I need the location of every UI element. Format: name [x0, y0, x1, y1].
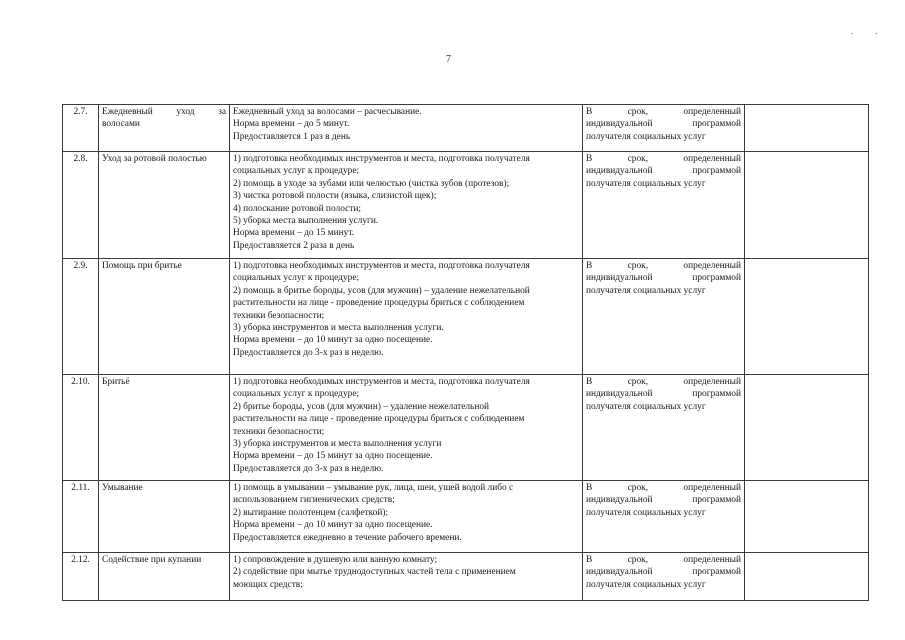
description-line: техники безопасности;: [233, 426, 325, 437]
term-line: [586, 153, 741, 165]
description-line: социальных услуг к процедуре;: [233, 273, 360, 284]
description-line: Норма времени – до 15 минут.: [233, 228, 355, 239]
empty-cell: [745, 481, 869, 553]
service-term: [583, 481, 745, 553]
description-line: техники безопасности;: [233, 310, 325, 321]
service-name-word: Ежедневный: [102, 107, 153, 117]
service-name: [99, 105, 230, 152]
term-line: [586, 118, 741, 130]
term-word: определенный: [683, 261, 741, 271]
description-line: 4) полоскание ротовой полости;: [233, 203, 361, 214]
description-line: 5) уборка места выполнения услуги.: [233, 216, 379, 227]
service-name: [99, 259, 230, 375]
description-line: социальных услуг к процедуре;: [233, 389, 360, 400]
table-row: [63, 553, 869, 601]
description-line: Предоставляется до 3-х раз в неделю.: [233, 463, 384, 474]
term-word: индивидуальной: [586, 495, 653, 506]
term-word: программой: [692, 119, 741, 130]
service-description: [230, 152, 583, 259]
description-line: 2) вытирание полотенцем (салфеткой);: [233, 507, 389, 518]
term-word: В: [586, 555, 593, 565]
table-row: [63, 481, 869, 553]
term-line: получателя социальных услуг: [586, 579, 706, 590]
term-word: определенный: [683, 154, 741, 164]
description-line: 1) подготовка необходимых инструментов и места, подготовка получателя: [233, 154, 530, 164]
description-line: 3) уборка инструментов и места выполнения услуги.: [233, 323, 444, 334]
term-word: В: [586, 483, 593, 493]
term-word: срок,: [627, 483, 649, 493]
term-line: получателя социальных услуг: [586, 178, 706, 189]
term-word: индивидуальной: [586, 119, 653, 130]
description-line: 2) содействие при мытье труднодоступных частей тела с применением: [233, 567, 516, 578]
term-line: [586, 376, 741, 388]
description-line: Предоставляется 2 раза в день: [233, 240, 355, 251]
service-name: [99, 481, 230, 553]
term-word: программой: [692, 166, 741, 177]
service-name-text: Содействие при купании: [102, 555, 202, 565]
empty-cell: [745, 553, 869, 601]
term-word: срок,: [627, 377, 649, 387]
description-line: Предоставляется 1 раз в день: [233, 131, 351, 142]
service-name: [99, 553, 230, 601]
row-number: 2.9.: [63, 259, 99, 375]
description-line: 1) помощь в умывании – умывание рук, лица, шеи, ушей водой либо с: [233, 483, 514, 493]
term-word: В: [586, 107, 593, 117]
service-name-text: Бритьё: [102, 377, 130, 387]
term-line: [586, 272, 741, 284]
row-number: 2.8.: [63, 152, 99, 259]
term-word: программой: [692, 389, 741, 400]
term-word: В: [586, 377, 593, 387]
term-line: [586, 260, 741, 272]
description-line: Ежедневный уход за волосами – расчесывание.: [233, 107, 422, 117]
term-line: [586, 494, 741, 506]
row-number: 2.7.: [63, 105, 99, 152]
term-word: программой: [692, 567, 741, 578]
service-term: [583, 553, 745, 601]
description-line: растительности на лице - проведение процедуры бриться с соблюдением: [233, 298, 525, 309]
term-line: получателя социальных услуг: [586, 285, 706, 296]
service-term: [583, 375, 745, 481]
term-line: [586, 165, 741, 177]
term-word: индивидуальной: [586, 273, 653, 284]
term-word: индивидуальной: [586, 166, 653, 177]
description-line: растительности на лице - проведение процедуры бриться с соблюдением: [233, 414, 525, 425]
term-word: срок,: [627, 555, 649, 565]
term-word: определенный: [683, 483, 741, 493]
row-number: 2.12.: [63, 553, 99, 601]
service-name-text: Умывание: [102, 483, 143, 493]
term-word: срок,: [627, 261, 649, 271]
table-row: [63, 259, 869, 375]
table-row: [63, 152, 869, 259]
description-line: Предоставляется до 3-х раз в неделю.: [233, 347, 384, 358]
service-description: [230, 259, 583, 375]
service-name-word: уход: [176, 107, 195, 117]
service-description: [230, 375, 583, 481]
service-name-text: Помощь при бритье: [102, 261, 182, 271]
description-line: 1) сопровождение в душевую или ванную комнату;: [233, 555, 438, 565]
service-name: [99, 375, 230, 481]
service-name: [99, 152, 230, 259]
service-description: [230, 553, 583, 601]
description-line: Норма времени – до 5 минут.: [233, 119, 350, 130]
term-line: [586, 106, 741, 118]
term-word: срок,: [627, 107, 649, 117]
service-name-line: волосами: [102, 119, 140, 130]
term-line: получателя социальных услуг: [586, 507, 706, 518]
table-row: [63, 105, 869, 152]
row-number: 2.11.: [63, 481, 99, 553]
description-line: Предоставляется ежедневно в течение рабочего времени.: [233, 532, 462, 543]
term-word: программой: [692, 273, 741, 284]
service-name-word: за: [218, 107, 226, 117]
term-word: срок,: [627, 154, 649, 164]
service-description: [230, 105, 583, 152]
term-line: получателя социальных услуг: [586, 401, 706, 412]
empty-cell: [745, 152, 869, 259]
description-line: 1) подготовка необходимых инструментов и места, подготовка получателя: [233, 377, 530, 387]
corner-mark: . .: [851, 26, 888, 36]
term-word: индивидуальной: [586, 389, 653, 400]
description-line: Норма времени – до 10 минут за одно посещение.: [233, 520, 433, 531]
description-line: Норма времени – до 15 минут за одно посещение.: [233, 451, 433, 462]
service-name-text: Уход за ротовой полостью: [102, 154, 207, 164]
term-word: индивидуальной: [586, 567, 653, 578]
description-line: 1) подготовка необходимых инструментов и места, подготовка получателя: [233, 261, 530, 271]
term-line: [586, 566, 741, 578]
service-term: [583, 152, 745, 259]
empty-cell: [745, 259, 869, 375]
service-term: [583, 259, 745, 375]
term-word: В: [586, 154, 593, 164]
service-name-line: [102, 106, 226, 118]
description-line: 2) помощь в уходе за зубами или челюстью (чистка зубов (протезов);: [233, 178, 510, 189]
term-word: программой: [692, 495, 741, 506]
description-line: использованием гигиенических средств;: [233, 495, 395, 506]
service-description: [230, 481, 583, 553]
page-number: 7: [446, 54, 451, 65]
description-line: социальных услуг к процедуре;: [233, 166, 360, 177]
term-line: [586, 388, 741, 400]
description-line: 2) бритье бороды, усов (для мужчин) – удаление нежелательной: [233, 401, 490, 412]
term-word: В: [586, 261, 593, 271]
row-number: 2.10.: [63, 375, 99, 481]
service-term: [583, 105, 745, 152]
table-row: [63, 375, 869, 481]
term-word: определенный: [683, 377, 741, 387]
description-line: 3) чистка ротовой полости (языка, слизистой щек);: [233, 191, 437, 202]
services-table: [62, 104, 869, 601]
term-line: [586, 554, 741, 566]
empty-cell: [745, 375, 869, 481]
term-word: определенный: [683, 555, 741, 565]
description-line: моющих средств;: [233, 579, 303, 590]
description-line: 3) уборка инструментов и места выполнения услуги: [233, 439, 442, 450]
term-line: [586, 482, 741, 494]
description-line: 2) помощь в бритье бороды, усов (для мужчин) – удаление нежелательной: [233, 285, 530, 296]
term-word: определенный: [683, 107, 741, 117]
description-line: Норма времени – до 10 минут за одно посещение.: [233, 335, 433, 346]
empty-cell: [745, 105, 869, 152]
term-line: получателя социальных услуг: [586, 131, 706, 142]
